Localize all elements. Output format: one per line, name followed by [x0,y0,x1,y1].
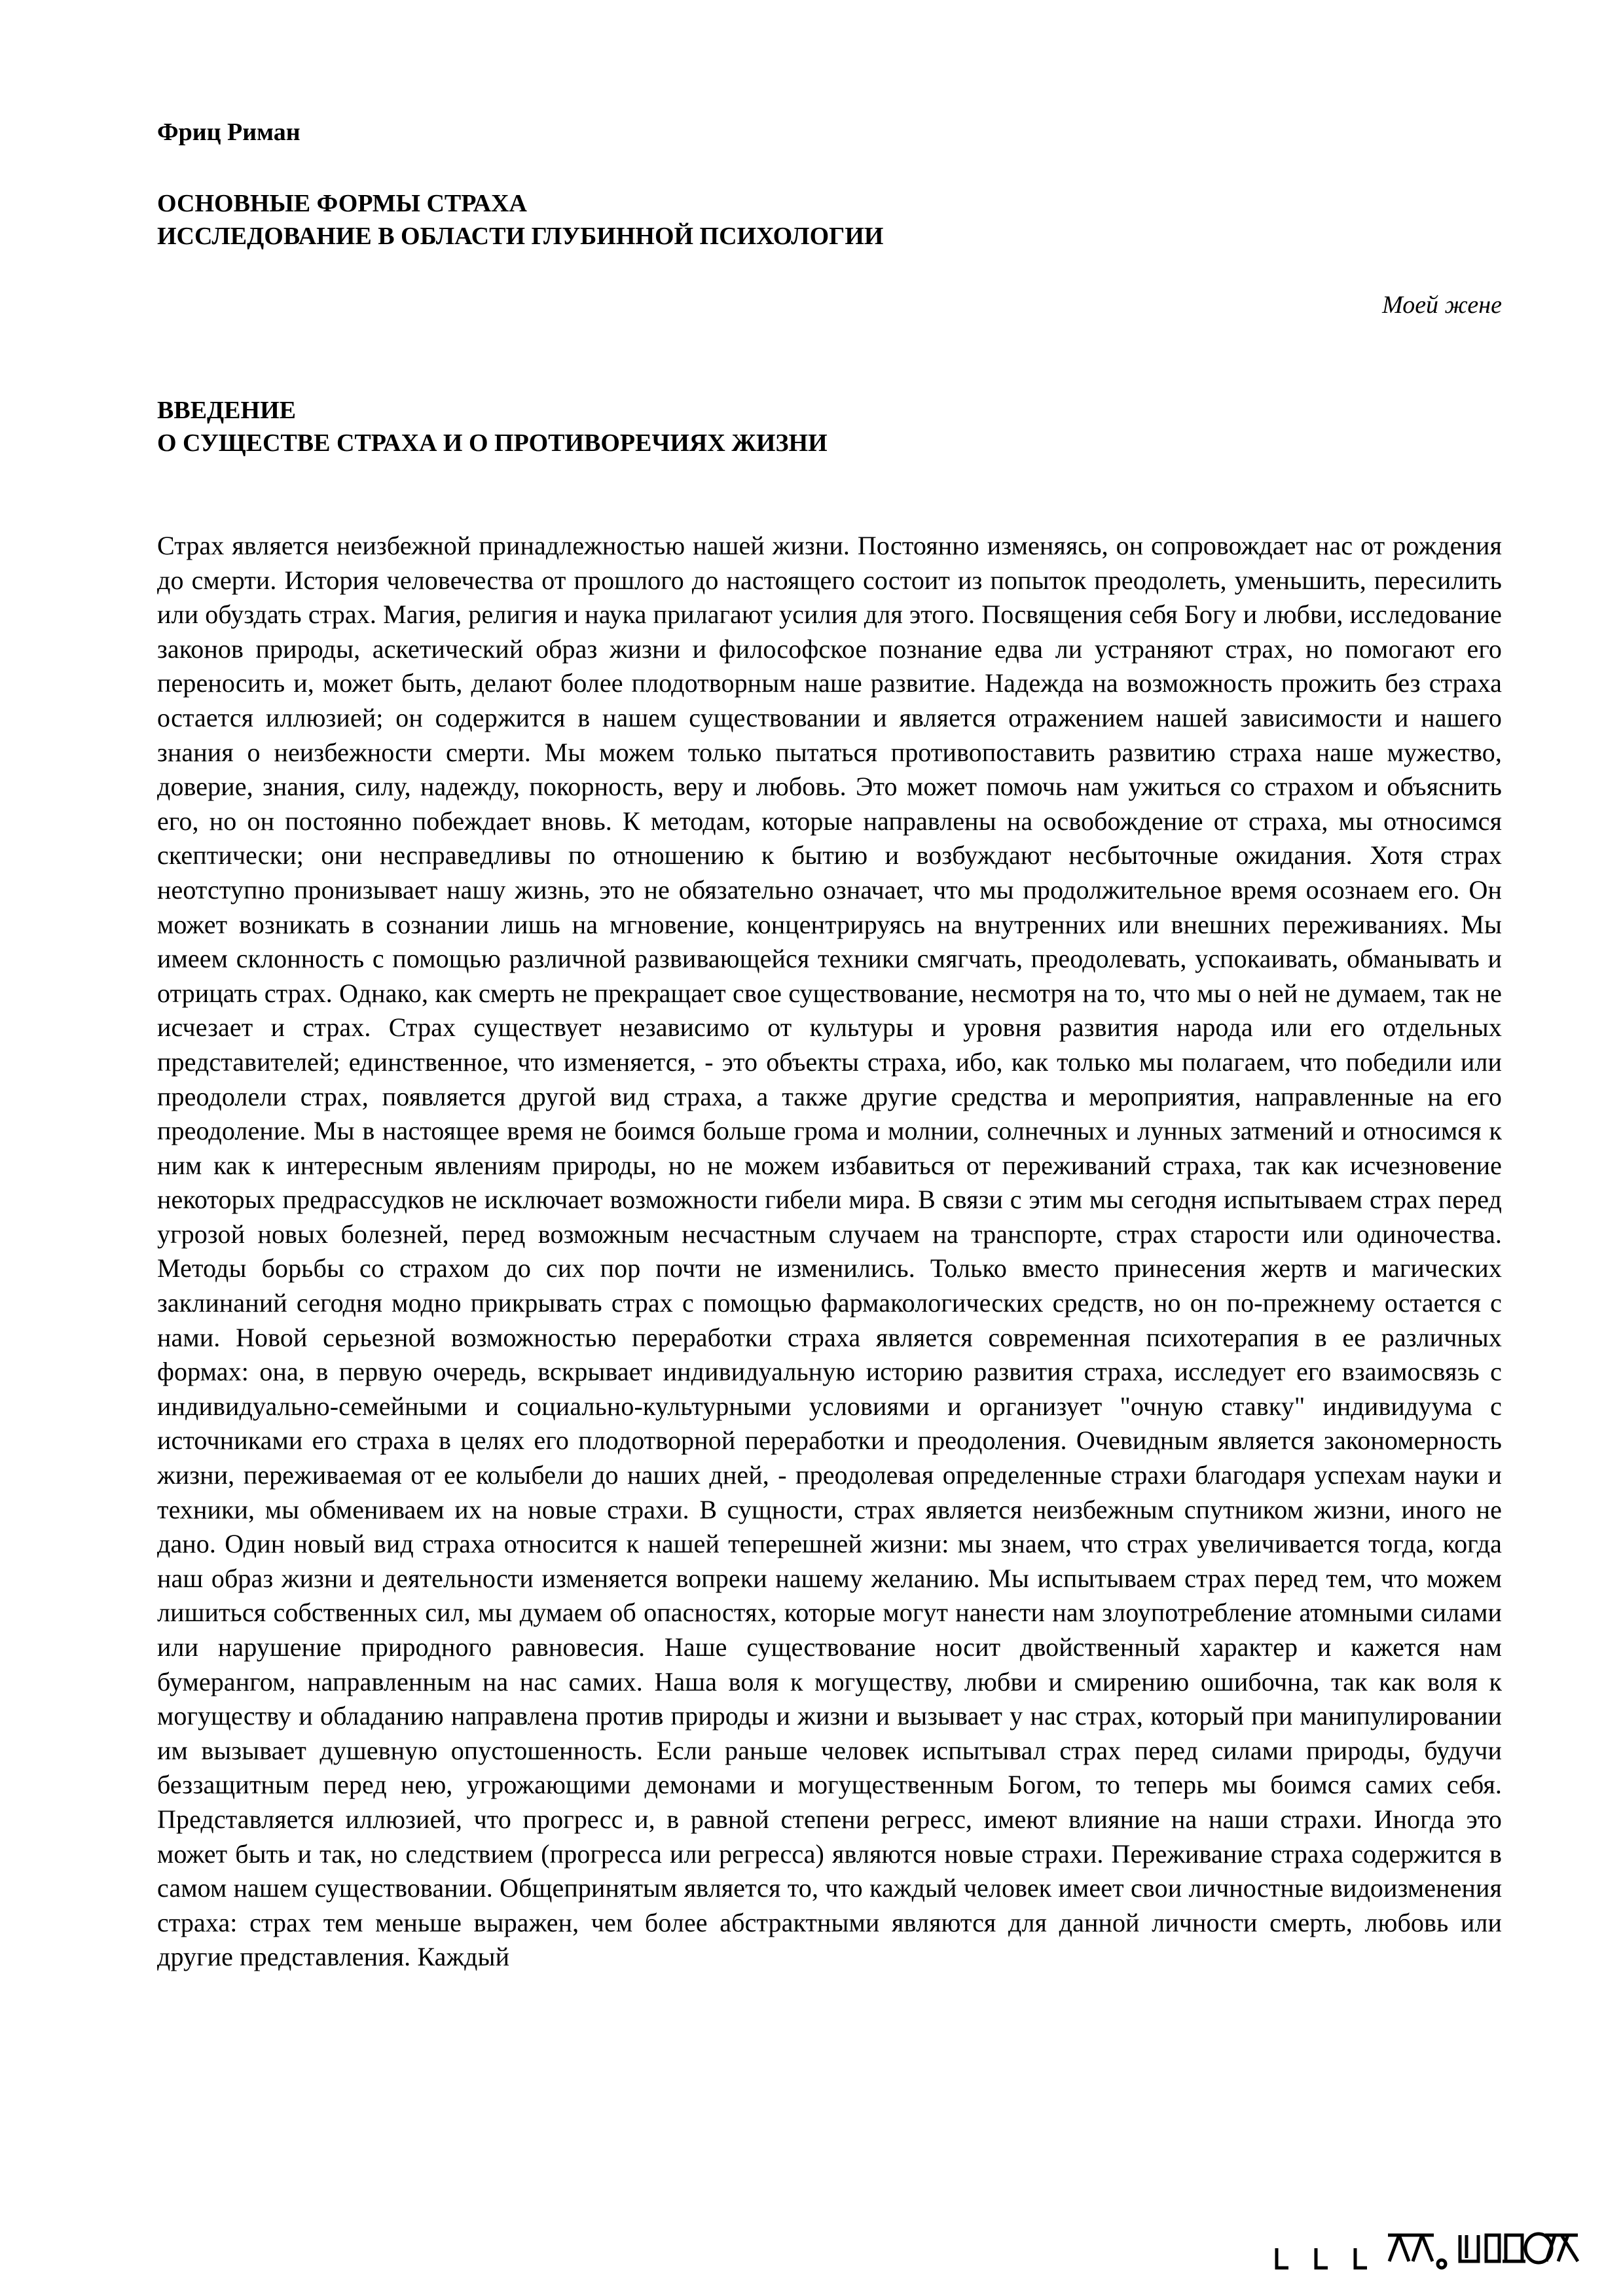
scan-mark-icon [1270,2222,1584,2274]
section-heading [157,394,828,459]
scan-mark-glyph-6 [1460,2235,1478,2261]
scan-mark-glyph-1 [1277,2248,1288,2268]
scan-mark-glyph-4 [1388,2235,1434,2261]
book-title-line-2: ИССЛЕДОВАНИЕ В ОБЛАСТИ ГЛУБИННОЙ ПСИХОЛОГИИ [157,223,884,250]
section-heading-line-2: О СУЩЕСТВЕ СТРАХА И О ПРОТИВОРЕЧИЯХ ЖИЗНИ [157,429,828,457]
scan-mark-glyph-5 [1438,2260,1446,2268]
scan-mark-glyph-2 [1316,2248,1328,2268]
scan-mark-glyph-3 [1355,2248,1367,2268]
author-name: Фриц Риман [157,118,301,146]
body-paragraph: Страх является неизбежной принадлежностью нашей жизни. Постоянно изменяясь, он сопровождает нас от рождения до смерти. История человечества от прошлого до настоящего состоит из попыток преодолеть, уменьшить, пересилить или обуздать страх. Магия, религия и наука прилагают усилия для этого. Посвящения себя Богу и любви, исследование законов природы, аскетический образ жизни и философское познание едва ли устраняют страх, но помогают его переносить и, может быть, делают более плодотворным наше развитие. Надежда на возможность прожить без страха остается иллюзией; он содержится в нашем существовании и является отражением нашей зависимости и нашего знания о неизбежности смерти. Мы можем только пытаться противопоставить развитию страха наше мужество, доверие, знания, силу, надежду, покорность, веру и любовь. Это может помочь нам ужиться со страхом и объяснить его, но он постоянно побеждает вновь. К методам, которые направлены на освобождение от страха, мы относимся скептически; они несправедливы по отношению к бытию и возбуждают несбыточные ожидания. Хотя страх неотступно пронизывает нашу жизнь, это не обязательно означает, что мы продолжительное время осознаем его. Он может возникать в сознании лишь на мгновение, концентрируясь на внутренних или внешних переживаниях. Мы имеем склонность с помощью различной развивающейся техники смягчать, преодолевать, успокаивать, обманывать и отрицать страх. Однако, как смерть не прекращает свое существование, несмотря на то, что мы о ней не думаем, так не исчезает и страх. Страх существует независимо от культуры и уровня развития народа или его отдельных представителей; единственное, что изменяется, - это объекты страха, ибо, как только мы полагаем, что победили или преодолели страх, появляется другой вид страха, а также другие средства и мероприятия, направленные на его преодоление. Мы в настоящее время не боимся больше грома и молнии, солнечных и лунных затмений и относимся к ним как к интересным явлениям природы, но не можем избавиться от переживаний страха, так как исчезновение некоторых предрассудков не исключает возможности гибели мира. В связи с этим мы сегодня испытываем страх перед угрозой новых болезней, перед возможным несчастным случаем на транспорте, страх старости или одиночества. Методы борьбы со страхом до сих пор почти не изменились. Только вместо принесения жертв и магических заклинаний сегодня модно прикрывать страх с помощью фармакологических средств, но он по-прежнему остается с нами. Новой серьезной возможностью переработки страха является современная психотерапия в ее различных формах: она, в первую очередь, вскрывает индивидуальную историю развития страха, исследует его взаимосвязь с индивидуально-семейными и социально-культурными условиями и организует "очную ставку" индивидуума с источниками его страха в целях его плодотворной переработки и преодоления. Очевидным является закономерность жизни, переживаемая от ее колыбели до наших дней, - преодолевая определенные страхи благодаря успехам науки и техники, мы обмениваем их на новые страхи. В сущности, страх является неизбежным спутником жизни, иного не дано. Один новый вид страха относится к нашей теперешней жизни: мы знаем, что страх увеличивается тогда, когда наш образ жизни и деятельности изменяется вопреки нашему желанию. Мы испытываем страх перед тем, что можем лишиться собственных сил, мы думаем об опасностях, которые могут нанести нам злоупотребление атомными силами или нарушение природного равновесия. Наше существование носит двойственный характер и кажется нам бумерангом, направленным на нас самих. Наша воля к могуществу, любви и смирению ошибочна, так как воля к могуществу и обладанию направлена против природы и жизни и вызывает у нас страх, который при манипулировании им вызывает душевную опустошенность. Если раньше человек испытывал страх перед силами природы, будучи беззащитным перед нею, угрожающими демонами и могущественным Богом, то теперь мы боимся самих себя. Представляется иллюзией, что прогресс и, в равной степени регресс, имеют влияние на наши страхи. Иногда это может быть и так, но следствием (прогресса или регресса) являются новые страхи. Переживание страха содержится в самом нашем существовании. Общепринятым является то, что каждый человек имеет свои личностные видоизменения страха: страх тем меньше выражен, чем более абстрактными являются для данной личности смерть, любовь или другие представления. Каждый [157,531,1502,1972]
book-title-line-1: ОСНОВНЫЕ ФОРМЫ СТРАХА [157,190,527,217]
scan-mark-glyph-8 [1503,2235,1525,2261]
dedication: Моей жене [1382,291,1502,319]
book-title [157,187,883,253]
section-heading-line-1: ВВЕДЕНИЕ [157,397,296,424]
scan-mark-glyph-7 [1486,2235,1499,2261]
